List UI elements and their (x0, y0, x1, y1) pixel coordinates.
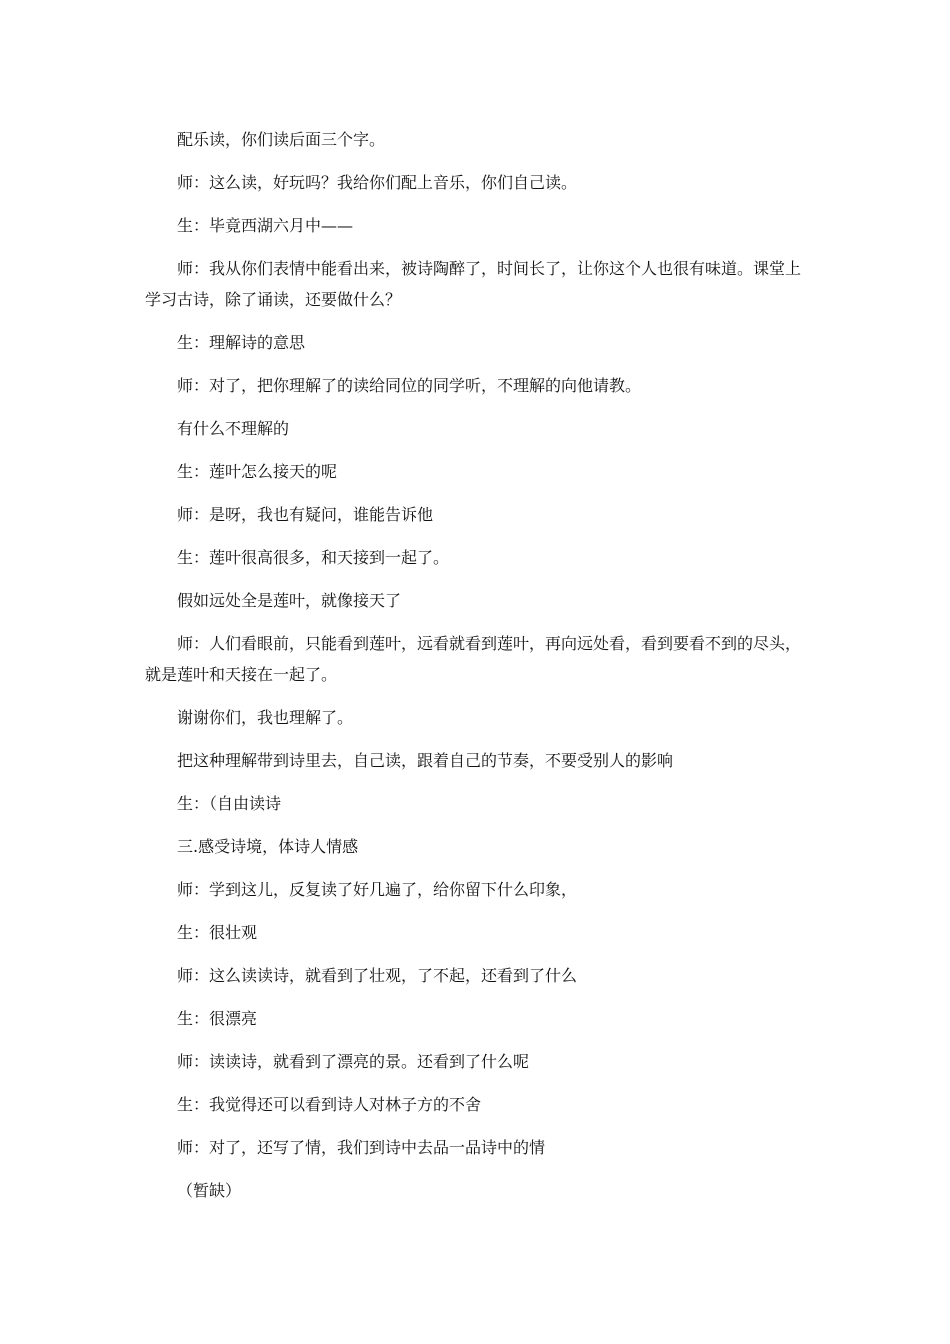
paragraph: （暂缺） (177, 1181, 242, 1200)
paragraph: 生：理解诗的意思 (177, 333, 306, 352)
paragraph: 生：毕竟西湖六月中—— (177, 216, 354, 235)
paragraph: 把这种理解带到诗里去，自己读，跟着自己的节奏，不要受别人的影响 (177, 751, 674, 770)
paragraph: 配乐读，你们读后面三个字。 (177, 130, 386, 149)
paragraph: 生：（自由读诗 (177, 794, 282, 813)
section-heading: 三.感受诗境，体诗人情感 (177, 837, 359, 856)
paragraph: 生：很漂亮 (177, 1009, 258, 1028)
document-body (145, 124, 815, 1218)
paragraph: 师：读读诗，就看到了漂亮的景。还看到了什么呢 (177, 1052, 530, 1071)
paragraph: 师：是呀，我也有疑问，谁能告诉他 (177, 505, 434, 524)
paragraph: 师：这么读，好玩吗？我给你们配上音乐，你们自己读。 (177, 173, 578, 192)
paragraph: 生：莲叶很高很多，和天接到一起了。 (177, 548, 450, 567)
paragraph: 师：对了，把你理解了的读给同位的同学听，不理解的向他请教。 (177, 376, 642, 395)
paragraph: 师：这么读读诗，就看到了壮观，了不起，还看到了什么 (177, 966, 578, 985)
paragraph: 有什么不理解的 (177, 419, 290, 438)
paragraph: 谢谢你们，我也理解了。 (177, 708, 354, 727)
paragraph: 师：对了，还写了情，我们到诗中去品一品诗中的情 (177, 1138, 546, 1157)
paragraph: 师：我从你们表情中能看出来，被诗陶醉了，时间长了，让你这个人也很有味道。课堂上学习古诗，除了诵读，还要做什么？ (145, 259, 802, 309)
paragraph: 师：学到这儿，反复读了好几遍了，给你留下什么印象， (177, 880, 578, 899)
paragraph: 生：很壮观 (177, 923, 258, 942)
paragraph: 师：人们看眼前，只能看到莲叶，远看就看到莲叶，再向远处看，看到要看不到的尽头，就是莲叶和天接在一起了。 (145, 634, 802, 684)
paragraph: 生：莲叶怎么接天的呢 (177, 462, 338, 481)
paragraph: 生：我觉得还可以看到诗人对林子方的不舍 (177, 1095, 482, 1114)
paragraph: 假如远处全是莲叶，就像接天了 (177, 591, 402, 610)
